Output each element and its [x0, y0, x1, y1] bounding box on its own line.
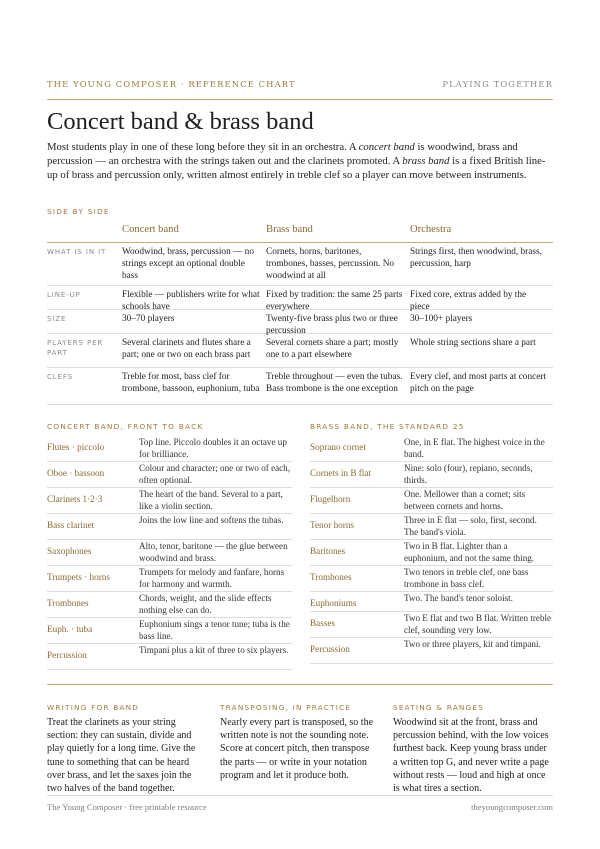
instrument-description: Two in B flat. Lighter than a euphonium, and not the same thing. [404, 541, 535, 563]
instrument-row [47, 462, 292, 488]
instrument-description: Alto, tenor, baritone — the glue between woodwind and brass. [139, 541, 288, 563]
page-title: Concert band & brass band [47, 108, 314, 135]
concert-band-list [47, 436, 292, 670]
concert-band-label: CONCERT BAND, FRONT TO BACK [47, 422, 204, 431]
brass-band-label: BRASS BAND, THE STANDARD 25 [310, 422, 465, 431]
comparison-header-row [47, 221, 553, 243]
page-footer [47, 802, 553, 812]
instrument-name: Tenor horns [310, 520, 355, 530]
footer-resource: The Young Composer · free printable resource [47, 802, 207, 812]
instrument-row [310, 488, 553, 514]
tip-label: SEATING & RANGES [393, 703, 485, 712]
tip-text: Woodwind sit at the front, brass and percussion behind, with the low voices furthest back. Keep young brass under a written top G, and never write a page without rests — loud and high at once is what tires a section. [393, 717, 549, 795]
comparison-cell: Every clef, and most parts at concert pitch on the page [410, 372, 547, 394]
page-header [47, 77, 553, 91]
instrument-name: Flugelhorn [310, 494, 351, 504]
instrument-description: Two E flat and two B flat. Written treble clef, sounding very low. [404, 613, 552, 635]
instrument-row [310, 566, 553, 592]
instrument-description: The heart of the band. Several to a part, like a violin section. [139, 489, 283, 511]
tip-label: TRANSPOSING, IN PRACTICE [220, 703, 352, 712]
instrument-name: Trumpets · horns [47, 572, 110, 582]
instrument-name: Oboe · bassoon [47, 468, 105, 478]
instrument-row [310, 540, 553, 566]
instrument-description: Joins the low line and softens the tubas. [139, 515, 284, 525]
instrument-description: Two tenors in treble clef, one bass trombone in bass clef. [404, 567, 529, 589]
side-by-side-label: SIDE BY SIDE [47, 207, 110, 216]
comparison-cell: Treble for most, bass clef for trombone, bassoon, euphonium, tuba [122, 372, 260, 394]
instrument-row [310, 638, 553, 664]
instrument-name: Trombones [310, 572, 352, 582]
instrument-name: Euphoniums [310, 598, 357, 608]
instrument-description: Two or three players, kit and timpani. [404, 639, 541, 649]
tip-writing-for-band [47, 703, 207, 795]
instrument-name: Bass clarinet [47, 520, 95, 530]
instrument-row [310, 514, 553, 540]
comparison-cell: Strings first, then woodwind, brass, percussion, harp [410, 247, 542, 269]
instrument-description: Trumpets for melody and fanfare, horns for harmony and warmth. [139, 567, 285, 589]
tip-text: Treat the clarinets as your string section: they can sustain, divide and play quietly for a long time. Give the tune to something that can be heard over brass, and let the saxes join the two halves of the band together. [47, 717, 196, 795]
instrument-name: Percussion [47, 650, 87, 660]
instrument-description: Nine: solo (four), repiano, seconds, thirds. [404, 463, 533, 485]
comparison-cell: Several clarinets and flutes share a part; one or two on each brass part [122, 338, 251, 360]
instrument-row [310, 612, 553, 638]
brass-band-list [310, 436, 553, 664]
comparison-cell: 30–70 players [122, 314, 175, 324]
instrument-name: Baritones [310, 546, 346, 556]
instrument-name: Euph. · tuba [47, 624, 93, 634]
comparison-table [47, 221, 553, 405]
instrument-description: Two. The band's tenor soloist. [404, 593, 513, 603]
instrument-name: Basses [310, 618, 336, 628]
intro-emphasis: brass band [402, 155, 450, 167]
comparison-row [47, 243, 553, 286]
instrument-row [47, 540, 292, 566]
comparison-cell: Twenty-five brass plus two or three percussion [266, 314, 398, 336]
comparison-cell: 30–100+ players [410, 314, 473, 324]
intro-text: is woodwind, brass and percussion — an orchestra with the strings taken out and the clarinets promoted. A [47, 141, 518, 167]
column-header-brass-band: Brass band [266, 224, 313, 235]
instrument-row [47, 566, 292, 592]
instrument-row [47, 592, 292, 618]
footer-rule [47, 795, 553, 796]
footer-website: theyoungcomposer.com [471, 802, 553, 812]
instrument-row [47, 488, 292, 514]
comparison-cell: Several cornets share a part; mostly one to a part elsewhere [266, 338, 399, 360]
comparison-row-label: SIZE [47, 315, 67, 323]
tip-label: WRITING FOR BAND [47, 703, 140, 712]
comparison-cell: Cornets, horns, baritones, trombones, basses, percussion. No woodwind at all [266, 247, 395, 281]
instrument-row [310, 592, 553, 612]
header-rule [47, 99, 553, 100]
comparison-row [47, 310, 553, 334]
comparison-header-blank [47, 221, 122, 242]
comparison-cell: Treble throughout — even the tubas. Bass trombone is the one exception [266, 372, 403, 394]
instrument-name: Clarinets 1·2·3 [47, 494, 103, 504]
intro-paragraph [47, 140, 553, 182]
comparison-row-label: PLAYERS PER PART [47, 339, 104, 357]
instrument-row [47, 618, 292, 644]
comparison-cell: Flexible — publishers write for what schools have [122, 290, 260, 312]
intro-text: is a fixed British line-up of brass and percussion only, written almost entirely in treble clef so a player can move between instruments. [47, 155, 546, 181]
comparison-row-label: LINE-UP [47, 291, 81, 299]
instrument-description: Colour and character; one or two of each, often optional. [139, 463, 290, 485]
instrument-row [47, 644, 292, 670]
intro-text: Most students play in one of these long before they sit in an orchestra. A [47, 141, 359, 153]
comparison-row-label: WHAT IS IN IT [47, 248, 107, 256]
instrument-description: Three in E flat — solo, first, second. The band's viola. [404, 515, 537, 537]
instrument-name: Percussion [310, 644, 350, 654]
comparison-cell: Woodwind, brass, percussion — no strings except an optional double bass [122, 247, 254, 281]
column-header-concert-band: Concert band [122, 224, 179, 235]
header-series-title: THE YOUNG COMPOSER · REFERENCE CHART [47, 79, 296, 89]
instrument-name: Soprano cornet [310, 442, 366, 452]
tips-rule [47, 684, 553, 685]
instrument-name: Saxophones [47, 546, 92, 556]
instrument-description: One. Mellower than a cornet; sits between cornets and horns. [404, 489, 526, 511]
instrument-description: Euphonium sings a tenor tune; tuba is the bass line. [139, 619, 290, 641]
comparison-row [47, 368, 553, 405]
column-header-orchestra: Orchestra [410, 224, 452, 235]
comparison-cell: Fixed core, extras added by the piece [410, 290, 527, 312]
instrument-row [47, 514, 292, 540]
instrument-name: Trombones [47, 598, 89, 608]
instrument-description: One, in E flat. The highest voice in the band. [404, 437, 545, 459]
comparison-row-label: CLEFS [47, 373, 74, 381]
tip-transposing [220, 703, 380, 782]
comparison-cell: Fixed by tradition: the same 25 parts everywhere [266, 290, 403, 312]
intro-emphasis: concert band [358, 141, 415, 153]
tip-seating-ranges [393, 703, 553, 795]
comparison-row [47, 334, 553, 368]
header-topic: PLAYING TOGETHER [442, 79, 553, 89]
instrument-name: Flutes · piccolo [47, 442, 105, 452]
instrument-description: Chords, weight, and the slide effects nothing else can do. [139, 593, 272, 615]
instrument-row [310, 436, 553, 462]
instrument-description: Top line. Piccolo doubles it an octave up for brilliance. [139, 437, 287, 459]
instrument-description: Timpani plus a kit of three to six players. [139, 645, 289, 655]
instrument-row [47, 436, 292, 462]
comparison-row [47, 286, 553, 310]
instrument-row [310, 462, 553, 488]
tip-text: Nearly every part is transposed, so the written note is not the sounding note. Score at concert pitch, then transpose the parts — or write in your notation program and let it produce both. [220, 717, 374, 781]
comparison-cell: Whole string sections share a part [410, 338, 536, 348]
instrument-name: Cornets in B flat [310, 468, 371, 478]
